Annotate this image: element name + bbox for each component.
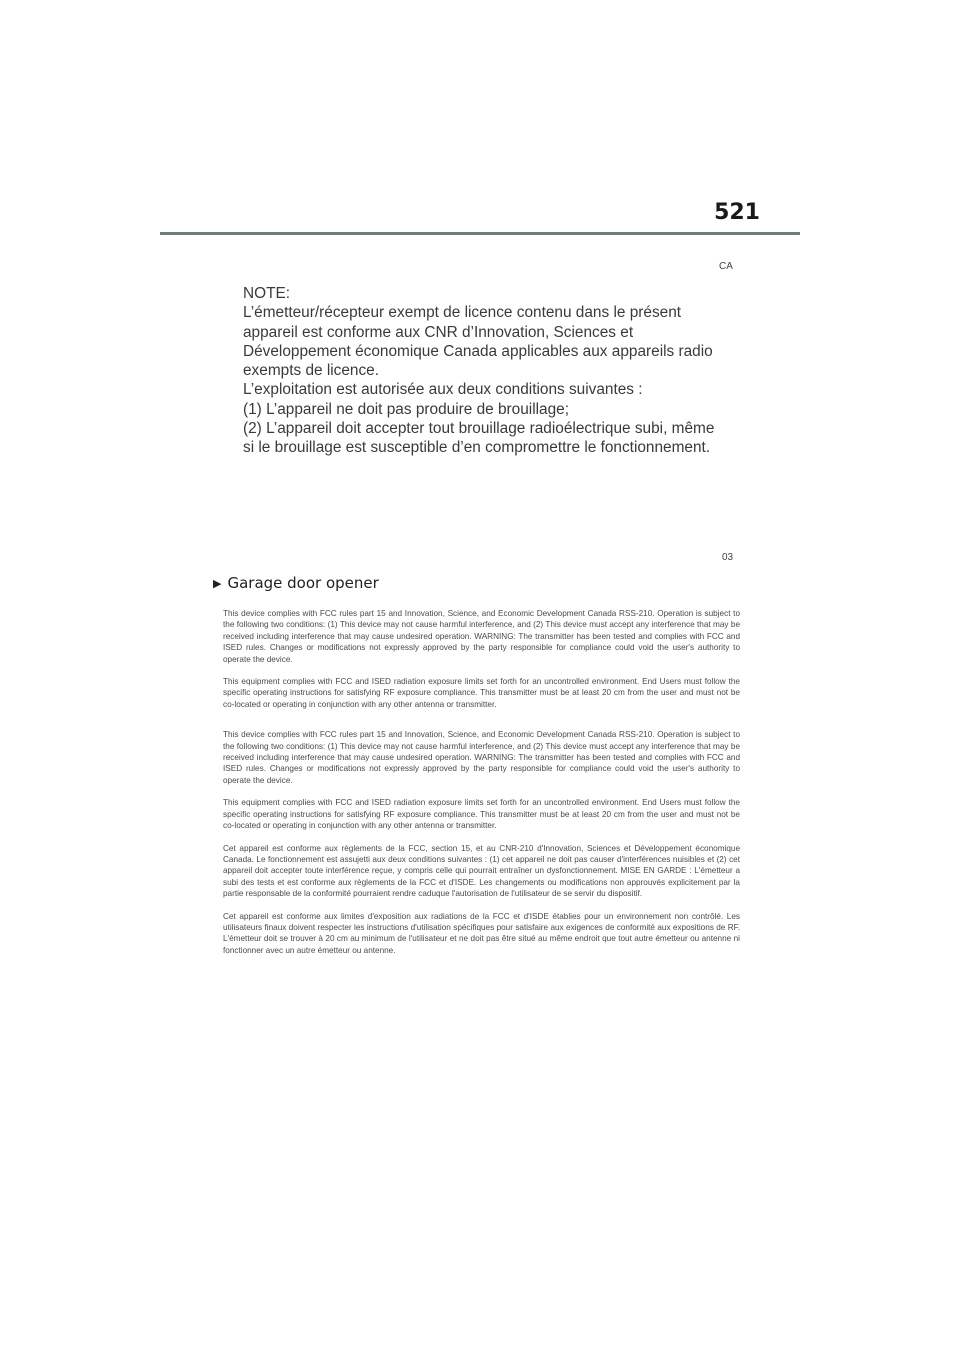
compliance-paragraph: This equipment complies with FCC and ISED radiation exposure limits set forth for an uncontrolled environment. End Users must follow the specific operating instructions for satisfying RF exposure compliance. This transmitter must be at least 20 cm from the user and must not be co-located or operating in conjunction with any other antenna or transmitter. [223,798,740,831]
note-line: appareil est conforme aux CNR d’Innovation, Sciences et [243,323,634,341]
compliance-paragraph: This device complies with FCC rules part 15 and Innovation, Science, and Economic Development Canada RSS-210. Operation is subject to the following two conditions: (1) This device may not cause harmful interference, and (2) This device must accept any interference that may be received including interference that may cause undesired operation. WARNING: The transmitter has been tested and complies with FCC and ISED rules. Changes or modifications not expressly approved by the party responsible for compliance could void the user's authority to operate the device. [223,730,740,785]
note-line: exempts de licence. [243,362,380,380]
compliance-paragraph: Cet appareil est conforme aux règlements de la FCC, section 15, et au CNR-210 d'Innovation, Sciences et Développement économique Canada. Le fonctionnement est assujetti aux deux conditions suivantes : (1) cet appareil ne doit pas causer d'interférences nuisibles et (2) cet appareil doit accepter toute interférence reçue, y compris celle qui pourrait entraîner un dysfonctionnement. MISE EN GARDE : L'émetteur a subi des tests et est conforme aux règlements de la FCC et d'ISDE. Les changements ou modifications non approuvés explicitement par la partie responsable de la conformité pourraient rendre caduque l'autorisation de l'utilisateur de se servir du dispositif. [223,843,740,899]
canada-note [243,284,723,458]
note-line: NOTE: [243,285,291,302]
compliance-paragraph: Cet appareil est conforme aux limites d'exposition aux radiations de la FCC et d'ISDE établies pour un environnement non contrôlé. Les utilisateurs finaux doivent respecter les instructions d'utilisation spécifiques pour satisfaire aux exigences de conformité aux expositions de RF. L'émetteur doit se trouver à 20 cm au minimum de l'utilisateur et ne doit pas être situé au même endroit que tout autre émetteur ou antenne ni fonctionner avec un autre émetteur ou antenne. [223,911,740,955]
triangle-right-icon: ▶ [213,577,222,590]
section-title: Garage door opener [227,574,379,592]
section-heading [213,574,379,592]
header-rule [160,232,800,235]
note-line: L’exploitation est autorisée aux deux conditions suivantes : [243,381,643,399]
note-line: (1) L’appareil ne doit pas produire de brouillage; [243,400,569,418]
compliance-paragraph: This equipment complies with FCC and ISED radiation exposure limits set forth for an uncontrolled environment. End Users must follow the specific operating instructions for satisfying RF exposure compliance. This transmitter must be at least 20 cm from the user and must not be co-located or operating in conjunction with any other antenna or transmitter. [223,677,740,709]
note-line: L’émetteur/récepteur exempt de licence contenu dans le présent [243,304,682,322]
note-line: Développement économique Canada applicables aux appareils radio [243,342,713,360]
page-number: 521 [714,200,760,225]
compliance-statements [223,608,740,967]
note-line: (2) L’appareil doit accepter tout brouillage radioélectrique subi, même [243,420,715,438]
region-code-tag: CA [719,261,733,272]
note-line: si le brouillage est susceptible d’en compromettre le fonctionnement. [243,439,711,457]
compliance-paragraph: This device complies with FCC rules part 15 and Innovation, Science, and Economic Development Canada RSS-210. Operation is subject to the following two conditions: (1) This device may not cause harmful interference, and (2) This device must accept any interference that may be received including interference that may cause undesired operation. WARNING: The transmitter has been tested and complies with FCC and ISED rules. Changes or modifications not expressly approved by the party responsible for compliance could void the user's authority to operate the device. [223,609,740,664]
revision-code-tag: 03 [722,552,734,563]
